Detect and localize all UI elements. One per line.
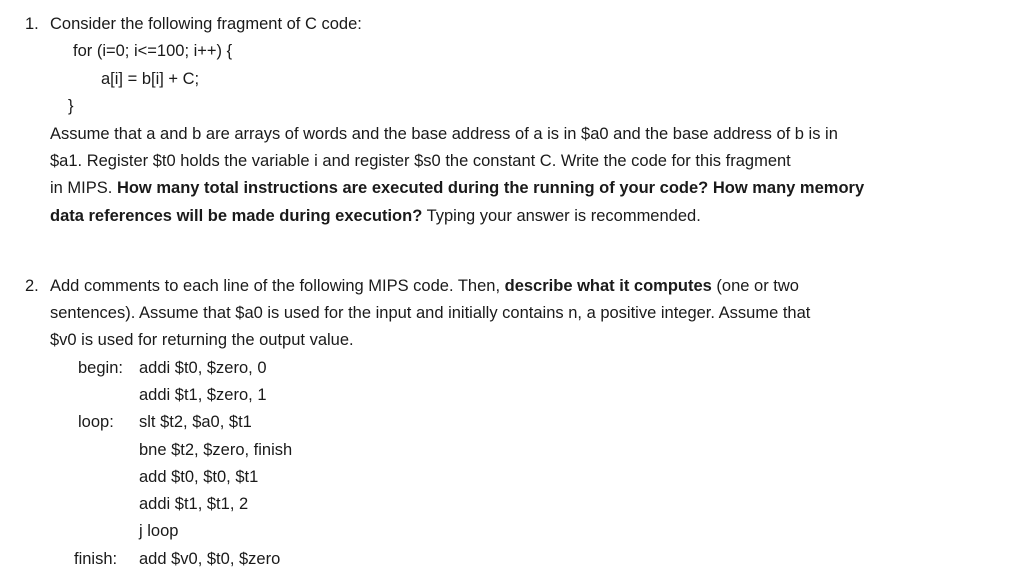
instruction-line: j loop [139,522,179,540]
q1-para3-plain: in MIPS. [50,179,117,197]
instruction-line: slt $t2, $a0, $t1 [139,413,252,431]
instruction-line: addi $t0, $zero, 0 [139,359,267,377]
q1-para4-plain: Typing your answer is recommended. [422,207,701,225]
q1-intro: Consider the following fragment of C code: [50,15,362,33]
q1-paragraph-line-3 [50,178,864,198]
q1-number: 1. [25,15,39,33]
label-finish: finish: [74,550,118,568]
instruction-line: add $t0, $t0, $t1 [139,468,259,486]
q1-paragraph-line-4 [50,206,701,226]
q1-paragraph-line-2: $a1. Register $t0 holds the variable i and register $s0 the constant C. Write the code for this fragment [50,152,791,170]
q2-paragraph-line-3: $v0 is used for returning the output value. [50,331,354,349]
instruction-line: add $v0, $t0, $zero [139,550,281,568]
q1-code-line-3: } [68,97,74,115]
label-loop: loop: [78,413,114,431]
q1-para3-bold: How many total instructions are executed during the running of your code? How many memory [116,179,865,197]
q2-line1-plain-b: (one or two [711,277,799,295]
q1-code-line-1: for (i=0; i<=100; i++) { [73,42,233,60]
instruction-line: addi $t1, $t1, 2 [139,495,249,513]
q2-number: 2. [25,277,39,295]
q1-code-line-2: a[i] = b[i] + C; [101,70,200,88]
q2-paragraph-line-1 [50,276,799,296]
q2-line1-bold: describe what it computes [504,277,712,295]
q1-para4-bold: data references will be made during execution? [50,207,423,225]
instruction-line: bne $t2, $zero, finish [139,441,293,459]
label-begin: begin: [78,359,123,377]
q2-paragraph-line-2: sentences). Assume that $a0 is used for the input and initially contains n, a positive integer. Assume that [50,304,811,322]
q1-paragraph-line-1: Assume that a and b are arrays of words and the base address of a is in $a0 and the base address of b is in [50,125,838,143]
q2-line1-plain-a: Add comments to each line of the following MIPS code. Then, [50,277,505,295]
instruction-line: addi $t1, $zero, 1 [139,386,267,404]
